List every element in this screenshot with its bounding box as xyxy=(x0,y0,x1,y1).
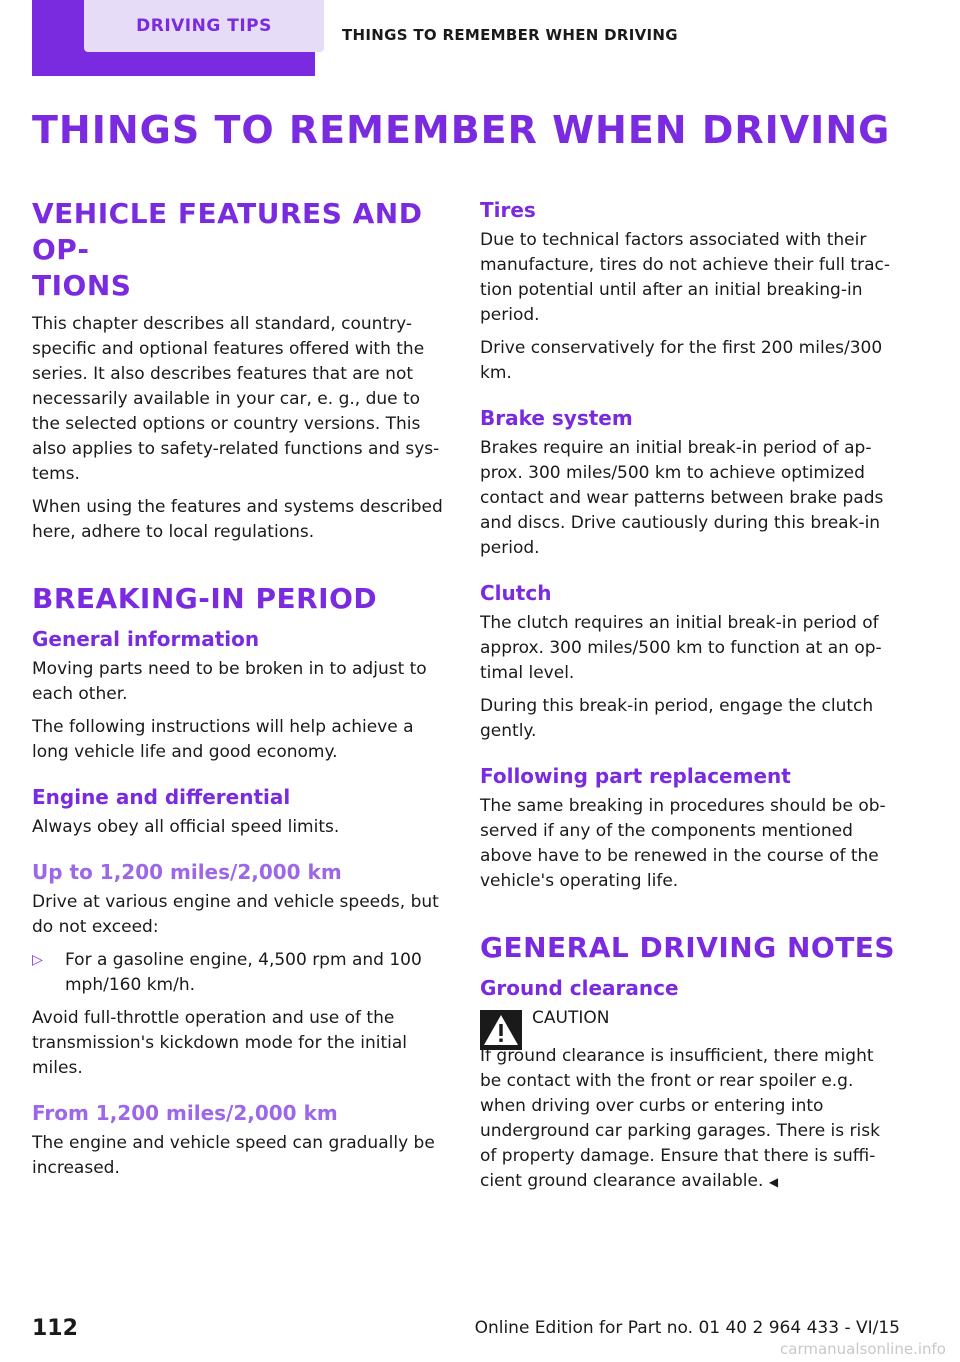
page-number: 112 xyxy=(32,1316,78,1341)
general-information-heading: General information xyxy=(32,627,260,651)
vehicle-features-heading-line2: TIONS xyxy=(32,269,132,302)
vehicle-features-heading xyxy=(32,196,450,304)
brake-system-heading: Brake system xyxy=(480,406,633,430)
list-item xyxy=(32,948,450,998)
caution-label: CAUTION xyxy=(532,1008,610,1028)
watermark: carmanualsonline.info xyxy=(780,1340,946,1358)
caution-paragraph xyxy=(480,1044,898,1195)
list-item-text: For a gasoline engine, 4,500 rpm and 100 mph/160 km/h. xyxy=(65,950,422,995)
ground-clearance-heading: Ground clearance xyxy=(480,976,679,1000)
up-to-1200-paragraph-1: Drive at various engine and vehicle speeds, but do not exceed: xyxy=(32,892,439,937)
part-replacement-heading: Following part replacement xyxy=(480,764,791,788)
breadcrumb: THINGS TO REMEMBER WHEN DRIVING xyxy=(342,26,678,44)
breaking-in-heading: BREAKING-IN PERIOD xyxy=(32,582,378,615)
engine-differential-paragraph: Always obey all official speed limits. xyxy=(32,817,340,837)
section-tab xyxy=(32,0,315,76)
general-information-paragraph-1: Moving parts need to be broken in to adjust to each other. xyxy=(32,659,427,704)
tires-paragraph-1: Due to technical factors associated with their manufacture, tires do not achieve their full trac‐tion potential until after an initial breaking-in period. xyxy=(480,230,890,325)
part-replacement-paragraph: The same breaking in procedures should be ob‐served if any of the components mentioned above have to be renewed in the course of the vehicle's operating life. xyxy=(480,796,886,891)
end-mark-icon: ◀ xyxy=(768,1175,779,1189)
clutch-paragraph-2: During this break-in period, engage the clutch gently. xyxy=(480,696,874,741)
from-1200-heading: From 1,200 miles/2,000 km xyxy=(32,1101,338,1125)
vehicle-features-paragraph-1: This chapter describes all standard, country-specific and optional features offered with the series. It also describes features that are not necessarily available in your car, e. g., due to the selected options or country versions. This also applies to safety-related functions and sys‐tems. xyxy=(32,314,440,484)
left-column xyxy=(32,196,450,1189)
from-1200-paragraph: The engine and vehicle speed can gradually be increased. xyxy=(32,1133,435,1178)
tires-paragraph-2: Drive conservatively for the first 200 miles/300 km. xyxy=(480,338,883,383)
up-to-1200-heading: Up to 1,200 miles/2,000 km xyxy=(32,860,342,884)
brake-system-paragraph: Brakes require an initial break-in period of ap‐prox. 300 miles/500 km to achieve optimized contact and wear patterns between brake pads and discs. Drive cautiously during this break-in period. xyxy=(480,438,884,558)
clutch-paragraph-1: The clutch requires an initial break-in period of approx. 300 miles/500 km to function at an op‐timal level. xyxy=(480,613,882,683)
edition-footer: Online Edition for Part no. 01 40 2 964 433 - VI/15 xyxy=(474,1318,900,1338)
up-to-1200-paragraph-2: Avoid full-throttle operation and use of the transmission's kickdown mode for the initial miles. xyxy=(32,1008,408,1078)
vehicle-features-heading-line1: VEHICLE FEATURES AND OP‐ xyxy=(32,197,423,266)
section-tab-label: DRIVING TIPS xyxy=(84,0,324,52)
engine-differential-heading: Engine and differential xyxy=(32,785,291,809)
general-information-paragraph-2: The following instructions will help achieve a long vehicle life and good economy. xyxy=(32,717,414,762)
right-column xyxy=(480,196,898,1203)
page-title: THINGS TO REMEMBER WHEN DRIVING xyxy=(32,108,891,152)
clutch-heading: Clutch xyxy=(480,581,552,605)
general-driving-notes-heading: GENERAL DRIVING NOTES xyxy=(480,931,896,964)
triangle-bullet-icon: ▷ xyxy=(32,952,43,968)
tires-heading: Tires xyxy=(480,198,536,222)
caution-text: If ground clearance is insufficient, there might be contact with the front or rear spoiler e.g. when driving over curbs or entering into underground car parking garages. There is risk of property damage. Ensure that there is suffi‐cient ground clearance available. xyxy=(480,1046,880,1191)
vehicle-features-paragraph-2: When using the features and systems described here, adhere to local regulations. xyxy=(32,497,443,542)
